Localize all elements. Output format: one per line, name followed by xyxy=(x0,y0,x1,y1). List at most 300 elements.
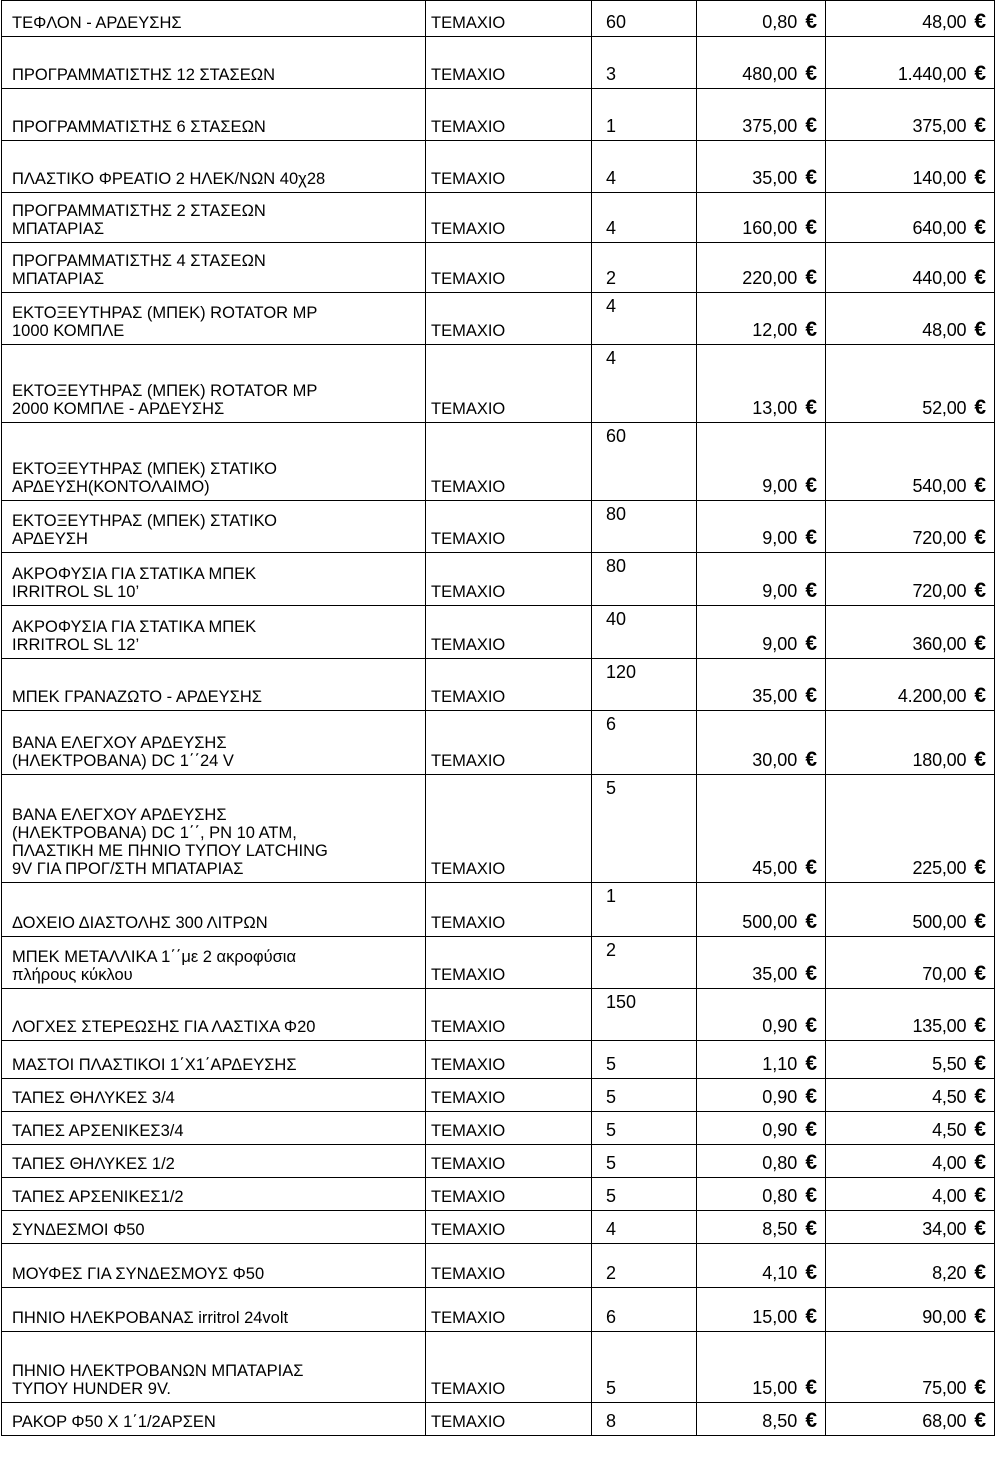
item-unit-price-value: 0,80 xyxy=(762,1186,798,1206)
item-description: ΜΑΣΤΟΙ ΠΛΑΣΤΙΚΟΙ 1΄Χ1΄ΑΡΔΕΥΣΗΣ xyxy=(2,1041,426,1079)
euro-icon: € xyxy=(974,1217,986,1240)
euro-icon: € xyxy=(974,1118,986,1141)
item-total-value: 180,00 xyxy=(912,750,967,770)
euro-icon: € xyxy=(805,684,817,707)
item-description: ΛΟΓΧΕΣ ΣΤΕΡΕΩΣΗΣ ΓΙΑ ΛΑΣΤΙΧΑ Φ20 xyxy=(2,989,426,1041)
item-unit-price xyxy=(697,141,826,193)
item-unit-price-value: 220,00 xyxy=(742,268,798,288)
item-unit-price-value: 9,00 xyxy=(762,581,798,601)
item-unit-price-value: 13,00 xyxy=(752,398,798,418)
euro-icon: € xyxy=(805,1014,817,1037)
item-quantity-value: 5 xyxy=(606,778,617,798)
item-unit-price-value: 30,00 xyxy=(752,750,798,770)
item-unit-price xyxy=(697,193,826,243)
item-quantity xyxy=(592,937,697,989)
euro-icon: € xyxy=(805,856,817,879)
table-row xyxy=(2,345,995,423)
item-unit: ΤΕΜΑΧΙΟ xyxy=(426,243,592,293)
item-unit-price xyxy=(697,1079,826,1112)
euro-icon: € xyxy=(805,1376,817,1399)
table-row xyxy=(2,775,995,883)
item-description: ΠΗΝΙΟ ΗΛΕΚΤΡΟΒΑΝΩΝ ΜΠΑΤΑΡΙΑΣ ΤΥΠΟΥ HUNDER 9V. xyxy=(2,1332,426,1403)
euro-icon: € xyxy=(805,266,817,289)
euro-icon: € xyxy=(805,318,817,341)
item-description: ΔΟΧΕΙΟ ΔΙΑΣΤΟΛΗΣ 300 ΛΙΤΡΩΝ xyxy=(2,883,426,937)
euro-icon: € xyxy=(974,910,986,933)
item-quantity-value: 6 xyxy=(606,714,617,734)
item-quantity xyxy=(592,89,697,141)
item-description: ΕΚΤΟΞΕΥΤΗΡΑΣ (ΜΠΕΚ) ROTATOR MP 1000 ΚΟΜΠΛΕ xyxy=(2,293,426,345)
item-total xyxy=(826,293,995,345)
item-unit: ΤΕΜΑΧΙΟ xyxy=(426,989,592,1041)
item-quantity xyxy=(592,37,697,89)
item-total xyxy=(826,1079,995,1112)
item-unit: ΤΕΜΑΧΙΟ xyxy=(426,883,592,937)
item-unit-price-value: 375,00 xyxy=(742,116,798,136)
item-unit-price-value: 0,80 xyxy=(762,12,798,32)
item-unit-price-value: 35,00 xyxy=(752,964,798,984)
table-row xyxy=(2,883,995,937)
item-quantity-value: 2 xyxy=(606,1263,617,1283)
item-quantity xyxy=(592,1112,697,1145)
euro-icon: € xyxy=(805,396,817,419)
item-total-value: 4,00 xyxy=(932,1186,967,1206)
item-total xyxy=(826,883,995,937)
item-quantity-value: 150 xyxy=(606,992,637,1012)
item-unit-price-value: 0,90 xyxy=(762,1120,798,1140)
table-row xyxy=(2,1,995,37)
item-quantity xyxy=(592,243,697,293)
item-unit-price-value: 9,00 xyxy=(762,634,798,654)
item-unit: ΤΕΜΑΧΙΟ xyxy=(426,606,592,659)
item-total xyxy=(826,553,995,606)
item-total-value: 4,50 xyxy=(932,1087,967,1107)
item-total xyxy=(826,1332,995,1403)
item-unit: ΤΕΜΑΧΙΟ xyxy=(426,1079,592,1112)
item-description: ΤΑΠΕΣ ΑΡΣΕΝΙΚΕΣ3/4 xyxy=(2,1112,426,1145)
item-unit-price xyxy=(697,1,826,37)
table-row xyxy=(2,1178,995,1211)
euro-icon: € xyxy=(974,748,986,771)
item-quantity-value: 4 xyxy=(606,296,617,316)
item-unit-price-value: 12,00 xyxy=(752,320,798,340)
euro-icon: € xyxy=(805,526,817,549)
item-total xyxy=(826,775,995,883)
item-unit-price xyxy=(697,775,826,883)
item-unit-price xyxy=(697,1145,826,1178)
item-unit: ΤΕΜΑΧΙΟ xyxy=(426,37,592,89)
table-row xyxy=(2,1288,995,1332)
item-description: ΕΚΤΟΞΕΥΤΗΡΑΣ (ΜΠΕΚ) ROTATOR MP 2000 ΚΟΜΠΛΕ - ΑΡΔΕΥΣΗΣ xyxy=(2,345,426,423)
euro-icon: € xyxy=(805,579,817,602)
euro-icon: € xyxy=(805,910,817,933)
item-total-value: 375,00 xyxy=(912,116,967,136)
table-row xyxy=(2,711,995,775)
item-unit-price xyxy=(697,989,826,1041)
euro-icon: € xyxy=(974,962,986,985)
item-unit-price xyxy=(697,501,826,553)
item-unit-price-value: 15,00 xyxy=(752,1307,798,1327)
price-table xyxy=(1,0,995,1436)
item-total-value: 70,00 xyxy=(922,964,967,984)
table-row xyxy=(2,37,995,89)
item-total xyxy=(826,937,995,989)
item-total xyxy=(826,989,995,1041)
item-unit-price xyxy=(697,243,826,293)
item-total xyxy=(826,423,995,501)
euro-icon: € xyxy=(974,1052,986,1075)
item-total-value: 720,00 xyxy=(912,581,967,601)
item-quantity xyxy=(592,553,697,606)
item-total xyxy=(826,1403,995,1436)
item-quantity xyxy=(592,711,697,775)
item-total xyxy=(826,37,995,89)
item-total xyxy=(826,345,995,423)
item-unit-price xyxy=(697,1332,826,1403)
item-description: ΤΑΠΕΣ ΘΗΛΥΚΕΣ 3/4 xyxy=(2,1079,426,1112)
euro-icon: € xyxy=(974,1014,986,1037)
item-unit-price xyxy=(697,553,826,606)
item-unit-price-value: 9,00 xyxy=(762,528,798,548)
euro-icon: € xyxy=(974,856,986,879)
euro-icon: € xyxy=(805,10,817,33)
item-total-value: 140,00 xyxy=(912,168,967,188)
item-total xyxy=(826,89,995,141)
item-unit-price xyxy=(697,937,826,989)
item-total xyxy=(826,501,995,553)
item-description: ΠΡΟΓΡΑΜΜΑΤΙΣΤΗΣ 4 ΣΤΑΣΕΩΝ ΜΠΑΤΑΡΙΑΣ xyxy=(2,243,426,293)
item-total-value: 52,00 xyxy=(922,398,967,418)
table-row xyxy=(2,1244,995,1288)
item-quantity xyxy=(592,1041,697,1079)
item-total xyxy=(826,141,995,193)
item-description: ΠΡΟΓΡΑΜΜΑΤΙΣΤΗΣ 6 ΣΤΑΣΕΩΝ xyxy=(2,89,426,141)
item-quantity xyxy=(592,1244,697,1288)
item-description: ΠΡΟΓΡΑΜΜΑΤΙΣΤΗΣ 2 ΣΤΑΣΕΩΝ ΜΠΑΤΑΡΙΑΣ xyxy=(2,193,426,243)
item-quantity xyxy=(592,1288,697,1332)
item-quantity xyxy=(592,775,697,883)
item-total-value: 135,00 xyxy=(912,1016,967,1036)
item-unit-price xyxy=(697,89,826,141)
euro-icon: € xyxy=(974,166,986,189)
item-total-value: 68,00 xyxy=(922,1411,967,1431)
item-total-value: 225,00 xyxy=(912,858,967,878)
table-row xyxy=(2,141,995,193)
euro-icon: € xyxy=(974,114,986,137)
table-row xyxy=(2,989,995,1041)
item-unit-price-value: 4,10 xyxy=(762,1263,798,1283)
item-total-value: 8,20 xyxy=(932,1263,967,1283)
item-unit: ΤΕΜΑΧΙΟ xyxy=(426,1145,592,1178)
item-total xyxy=(826,1288,995,1332)
item-unit: ΤΕΜΑΧΙΟ xyxy=(426,775,592,883)
item-total-value: 500,00 xyxy=(912,912,967,932)
euro-icon: € xyxy=(805,166,817,189)
item-quantity-value: 60 xyxy=(606,12,627,32)
item-unit: ΤΕΜΑΧΙΟ xyxy=(426,293,592,345)
item-unit-price xyxy=(697,1041,826,1079)
item-total-value: 720,00 xyxy=(912,528,967,548)
item-quantity-value: 40 xyxy=(606,609,627,629)
item-unit: ΤΕΜΑΧΙΟ xyxy=(426,1403,592,1436)
item-description: ΜΠΕΚ ΓΡΑΝΑΖΩΤΟ - ΑΡΔΕΥΣΗΣ xyxy=(2,659,426,711)
euro-icon: € xyxy=(974,216,986,239)
item-unit-price xyxy=(697,1211,826,1244)
item-total xyxy=(826,711,995,775)
item-total-value: 48,00 xyxy=(922,12,967,32)
euro-icon: € xyxy=(974,579,986,602)
item-quantity-value: 8 xyxy=(606,1411,617,1431)
item-quantity-value: 80 xyxy=(606,556,627,576)
euro-icon: € xyxy=(974,1261,986,1284)
table-row xyxy=(2,293,995,345)
item-unit-price xyxy=(697,423,826,501)
euro-icon: € xyxy=(974,1085,986,1108)
item-unit-price xyxy=(697,293,826,345)
table-row xyxy=(2,606,995,659)
item-total-value: 4,50 xyxy=(932,1120,967,1140)
item-quantity-value: 4 xyxy=(606,348,617,368)
euro-icon: € xyxy=(974,1151,986,1174)
item-unit-price xyxy=(697,883,826,937)
euro-icon: € xyxy=(974,1376,986,1399)
item-unit-price xyxy=(697,711,826,775)
item-quantity-value: 6 xyxy=(606,1307,617,1327)
item-total-value: 360,00 xyxy=(912,634,967,654)
item-description: ΠΡΟΓΡΑΜΜΑΤΙΣΤΗΣ 12 ΣΤΑΣΕΩΝ xyxy=(2,37,426,89)
item-unit-price-value: 480,00 xyxy=(742,64,798,84)
item-quantity-value: 60 xyxy=(606,426,627,446)
item-total-value: 4,00 xyxy=(932,1153,967,1173)
item-quantity-value: 5 xyxy=(606,1120,617,1140)
item-quantity xyxy=(592,1,697,37)
item-unit-price-value: 9,00 xyxy=(762,476,798,496)
euro-icon: € xyxy=(805,1052,817,1075)
item-unit: ΤΕΜΑΧΙΟ xyxy=(426,141,592,193)
euro-icon: € xyxy=(974,684,986,707)
item-quantity xyxy=(592,1332,697,1403)
item-unit-price xyxy=(697,1112,826,1145)
item-quantity xyxy=(592,1145,697,1178)
item-quantity-value: 4 xyxy=(606,1219,617,1239)
item-quantity xyxy=(592,501,697,553)
item-unit-price xyxy=(697,1288,826,1332)
item-description: ΒΑΝΑ ΕΛΕΓΧΟΥ ΑΡΔΕΥΣΗΣ (ΗΛΕΚΤΡΟΒΑΝΑ) DC 1΄΄24 V xyxy=(2,711,426,775)
item-description: ΒΑΝΑ ΕΛΕΓΧΟΥ ΑΡΔΕΥΣΗΣ (ΗΛΕΚΤΡΟΒΑΝΑ) DC 1΄΄, PN 10 ATM, ΠΛΑΣΤΙΚΗ ΜΕ ΠΗΝΙΟ ΤΥΠΟΥ LATCHING 9V ΓΙΑ ΠΡΟΓ/ΣΤΗ ΜΠΑΤΑΡΙΑΣ xyxy=(2,775,426,883)
table-row xyxy=(2,553,995,606)
item-unit: ΤΕΜΑΧΙΟ xyxy=(426,501,592,553)
item-unit-price-value: 15,00 xyxy=(752,1378,798,1398)
euro-icon: € xyxy=(805,632,817,655)
euro-icon: € xyxy=(974,526,986,549)
item-total-value: 540,00 xyxy=(912,476,967,496)
euro-icon: € xyxy=(805,962,817,985)
item-quantity xyxy=(592,606,697,659)
item-unit: ΤΕΜΑΧΙΟ xyxy=(426,193,592,243)
euro-icon: € xyxy=(974,632,986,655)
item-unit: ΤΕΜΑΧΙΟ xyxy=(426,1112,592,1145)
table-row xyxy=(2,243,995,293)
euro-icon: € xyxy=(805,62,817,85)
item-total xyxy=(826,1041,995,1079)
item-total xyxy=(826,1145,995,1178)
euro-icon: € xyxy=(974,1184,986,1207)
table-row xyxy=(2,1145,995,1178)
item-description: ΠΛΑΣΤΙΚΟ ΦΡΕΑΤΙΟ 2 ΗΛΕΚ/ΝΩΝ 40χ28 xyxy=(2,141,426,193)
item-total-value: 48,00 xyxy=(922,320,967,340)
item-total xyxy=(826,659,995,711)
euro-icon: € xyxy=(974,474,986,497)
item-total xyxy=(826,1244,995,1288)
item-quantity-value: 1 xyxy=(606,886,617,906)
item-unit-price-value: 500,00 xyxy=(742,912,798,932)
item-description: ΕΚΤΟΞΕΥΤΗΡΑΣ (ΜΠΕΚ) ΣΤΑΤΙΚΟ ΑΡΔΕΥΣΗ(ΚΟΝΤΟΛΑΙΜΟ) xyxy=(2,423,426,501)
item-quantity xyxy=(592,423,697,501)
item-description: ΠΗΝΙΟ ΗΛΕΚΡΟΒΑΝΑΣ irritrol 24volt xyxy=(2,1288,426,1332)
item-quantity-value: 80 xyxy=(606,504,627,524)
item-unit: ΤΕΜΑΧΙΟ xyxy=(426,659,592,711)
euro-icon: € xyxy=(805,1085,817,1108)
item-quantity-value: 5 xyxy=(606,1378,617,1398)
item-unit-price-value: 1,10 xyxy=(762,1054,798,1074)
item-description: ΤΕΦΛΟΝ - ΑΡΔΕΥΣΗΣ xyxy=(2,1,426,37)
item-quantity-value: 2 xyxy=(606,940,617,960)
item-unit-price-value: 160,00 xyxy=(742,218,798,238)
table-body xyxy=(2,1,995,1436)
item-quantity xyxy=(592,883,697,937)
item-description: ΡΑΚΟΡ Φ50 Χ 1΄1/2ΑΡΣΕΝ xyxy=(2,1403,426,1436)
table-row xyxy=(2,1332,995,1403)
item-unit: ΤΕΜΑΧΙΟ xyxy=(426,553,592,606)
item-unit: ΤΕΜΑΧΙΟ xyxy=(426,1211,592,1244)
item-description: ΕΚΤΟΞΕΥΤΗΡΑΣ (ΜΠΕΚ) ΣΤΑΤΙΚΟ ΑΡΔΕΥΣΗ xyxy=(2,501,426,553)
euro-icon: € xyxy=(805,748,817,771)
euro-icon: € xyxy=(805,1118,817,1141)
table-row xyxy=(2,1211,995,1244)
item-unit-price xyxy=(697,659,826,711)
item-total xyxy=(826,606,995,659)
item-total-value: 34,00 xyxy=(922,1219,967,1239)
item-quantity-value: 5 xyxy=(606,1186,617,1206)
item-quantity xyxy=(592,659,697,711)
item-total-value: 4.200,00 xyxy=(897,686,967,706)
item-unit-price-value: 0,90 xyxy=(762,1087,798,1107)
table-row xyxy=(2,937,995,989)
item-unit-price-value: 0,90 xyxy=(762,1016,798,1036)
item-quantity xyxy=(592,141,697,193)
euro-icon: € xyxy=(974,1305,986,1328)
table-row xyxy=(2,1112,995,1145)
euro-icon: € xyxy=(974,62,986,85)
item-total-value: 440,00 xyxy=(912,268,967,288)
table-row xyxy=(2,1079,995,1112)
item-total-value: 1.440,00 xyxy=(897,64,967,84)
item-unit: ΤΕΜΑΧΙΟ xyxy=(426,1,592,37)
table-row xyxy=(2,423,995,501)
euro-icon: € xyxy=(974,396,986,419)
item-unit: ΤΕΜΑΧΙΟ xyxy=(426,711,592,775)
table-row xyxy=(2,659,995,711)
item-total-value: 75,00 xyxy=(922,1378,967,1398)
item-total-value: 640,00 xyxy=(912,218,967,238)
item-quantity-value: 5 xyxy=(606,1087,617,1107)
table-row xyxy=(2,193,995,243)
euro-icon: € xyxy=(805,474,817,497)
item-unit-price xyxy=(697,1244,826,1288)
item-total-value: 90,00 xyxy=(922,1307,967,1327)
item-description: ΤΑΠΕΣ ΘΗΛΥΚΕΣ 1/2 xyxy=(2,1145,426,1178)
item-unit-price-value: 45,00 xyxy=(752,858,798,878)
euro-icon: € xyxy=(805,114,817,137)
item-unit: ΤΕΜΑΧΙΟ xyxy=(426,1332,592,1403)
euro-icon: € xyxy=(974,266,986,289)
item-quantity-value: 4 xyxy=(606,218,617,238)
item-unit-price-value: 0,80 xyxy=(762,1153,798,1173)
item-quantity-value: 3 xyxy=(606,64,617,84)
item-description: ΑΚΡΟΦΥΣΙΑ ΓΙΑ ΣΤΑΤΙΚΑ ΜΠΕΚ IRRITROL SL 12’ xyxy=(2,606,426,659)
euro-icon: € xyxy=(805,1261,817,1284)
table-row xyxy=(2,1403,995,1436)
item-quantity xyxy=(592,989,697,1041)
euro-icon: € xyxy=(805,1184,817,1207)
item-unit: ΤΕΜΑΧΙΟ xyxy=(426,1288,592,1332)
item-unit-price xyxy=(697,345,826,423)
item-quantity xyxy=(592,193,697,243)
item-description: ΑΚΡΟΦΥΣΙΑ ΓΙΑ ΣΤΑΤΙΚΑ ΜΠΕΚ IRRITROL SL 10’ xyxy=(2,553,426,606)
item-quantity-value: 2 xyxy=(606,268,617,288)
item-quantity-value: 4 xyxy=(606,168,617,188)
item-quantity-value: 120 xyxy=(606,662,637,682)
item-unit-price-value: 35,00 xyxy=(752,168,798,188)
item-quantity xyxy=(592,345,697,423)
item-quantity xyxy=(592,1403,697,1436)
euro-icon: € xyxy=(805,216,817,239)
item-total xyxy=(826,1112,995,1145)
item-quantity xyxy=(592,1211,697,1244)
item-unit-price-value: 35,00 xyxy=(752,686,798,706)
item-unit-price xyxy=(697,1403,826,1436)
item-unit: ΤΕΜΑΧΙΟ xyxy=(426,1041,592,1079)
item-quantity xyxy=(592,1079,697,1112)
item-unit: ΤΕΜΑΧΙΟ xyxy=(426,89,592,141)
table-row xyxy=(2,501,995,553)
item-unit-price xyxy=(697,606,826,659)
item-unit: ΤΕΜΑΧΙΟ xyxy=(426,345,592,423)
item-unit-price-value: 8,50 xyxy=(762,1219,798,1239)
item-unit: ΤΕΜΑΧΙΟ xyxy=(426,423,592,501)
item-unit-price xyxy=(697,37,826,89)
item-quantity-value: 5 xyxy=(606,1153,617,1173)
item-unit: ΤΕΜΑΧΙΟ xyxy=(426,937,592,989)
euro-icon: € xyxy=(974,318,986,341)
item-total xyxy=(826,1178,995,1211)
item-unit-price-value: 8,50 xyxy=(762,1411,798,1431)
euro-icon: € xyxy=(805,1151,817,1174)
euro-icon: € xyxy=(805,1409,817,1432)
item-description: ΜΟΥΦΕΣ ΓΙΑ ΣΥΝΔΕΣΜΟΥΣ Φ50 xyxy=(2,1244,426,1288)
item-description: ΤΑΠΕΣ ΑΡΣΕΝΙΚΕΣ1/2 xyxy=(2,1178,426,1211)
item-total-value: 5,50 xyxy=(932,1054,967,1074)
item-total xyxy=(826,1,995,37)
euro-icon: € xyxy=(974,10,986,33)
item-quantity xyxy=(592,1178,697,1211)
item-quantity-value: 1 xyxy=(606,116,617,136)
item-total xyxy=(826,1211,995,1244)
euro-icon: € xyxy=(805,1305,817,1328)
table-row xyxy=(2,89,995,141)
item-quantity-value: 5 xyxy=(606,1054,617,1074)
item-unit: ΤΕΜΑΧΙΟ xyxy=(426,1178,592,1211)
